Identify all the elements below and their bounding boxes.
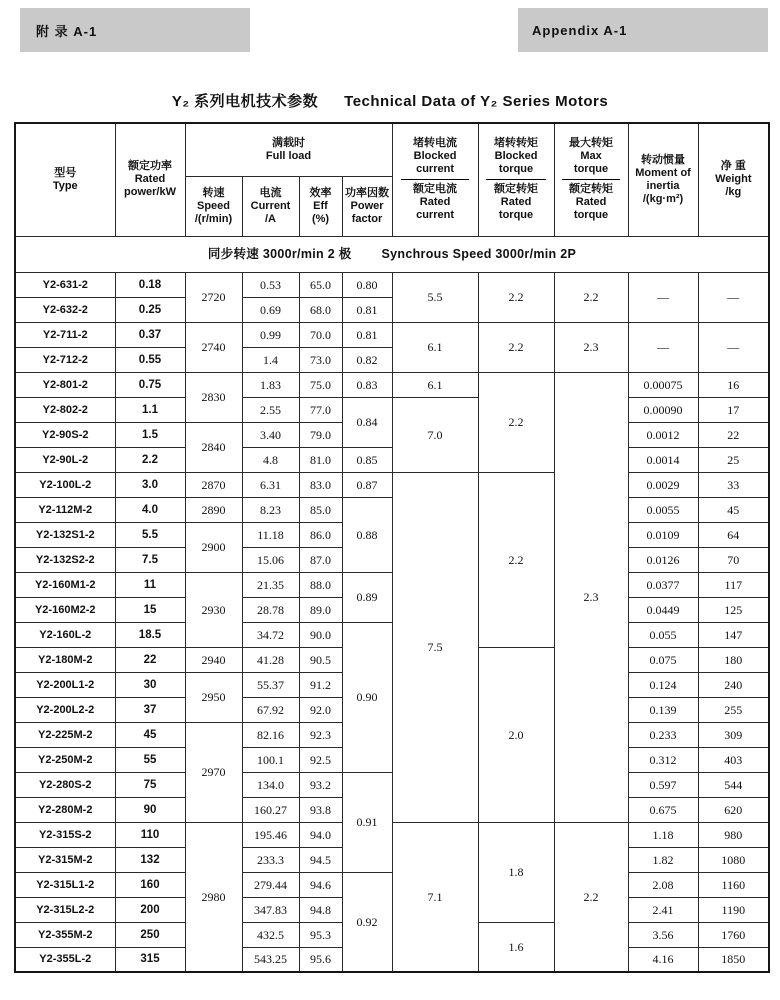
cell-weight: 64: [698, 522, 769, 547]
cell-power-factor: 0.89: [342, 572, 392, 622]
cell-weight: 980: [698, 822, 769, 847]
cell-inertia: 0.233: [628, 722, 698, 747]
cell-inertia: 0.312: [628, 747, 698, 772]
cell-rated-power: 1.5: [115, 422, 185, 447]
header-power-factor: 功率因数 Power factor: [342, 176, 392, 236]
table-row: [15, 872, 769, 897]
cell-current: 0.53: [242, 272, 299, 297]
cell-max-torque-ratio: 2.3: [554, 322, 628, 372]
cell-current: 279.44: [242, 872, 299, 897]
cell-current: 432.5: [242, 922, 299, 947]
header-efficiency: 效率 Eff (%): [299, 176, 342, 236]
header-speed: 转速 Speed /(r/min): [185, 176, 242, 236]
cell-current: 1.83: [242, 372, 299, 397]
cell-type: Y2-180M-2: [15, 647, 115, 672]
cell-speed: 2740: [185, 322, 242, 372]
cell-efficiency: 73.0: [299, 347, 342, 372]
cell-type: Y2-160M2-2: [15, 597, 115, 622]
cell-inertia: 2.41: [628, 897, 698, 922]
cell-weight: 16: [698, 372, 769, 397]
page-title-zh: Y₂ 系列电机技术参数: [171, 93, 319, 110]
cell-blocked-current-ratio: 6.1: [392, 322, 478, 372]
cell-efficiency: 94.6: [299, 872, 342, 897]
cell-type: Y2-632-2: [15, 297, 115, 322]
page-title-en: Technical Data of Y₂ Series Motors: [344, 93, 609, 110]
table-row: [15, 397, 769, 422]
section-banner-row: [15, 236, 769, 272]
cell-inertia: 1.18: [628, 822, 698, 847]
table-row: [15, 447, 769, 472]
header-rated-power: 额定功率 Rated power/kW: [115, 123, 185, 236]
cell-weight: 147: [698, 622, 769, 647]
cell-efficiency: 86.0: [299, 522, 342, 547]
cell-rated-power: 160: [115, 872, 185, 897]
cell-efficiency: 92.5: [299, 747, 342, 772]
cell-inertia: 4.16: [628, 947, 698, 972]
cell-inertia: 2.08: [628, 872, 698, 897]
cell-current: 0.69: [242, 297, 299, 322]
header-blocked-torque-ratio: 堵转转矩 Blocked torque 额定转矩 Rated torque: [478, 123, 554, 236]
cell-current: 28.78: [242, 597, 299, 622]
cell-current: 3.40: [242, 422, 299, 447]
cell-weight: 45: [698, 497, 769, 522]
cell-weight: 33: [698, 472, 769, 497]
cell-weight: 17: [698, 397, 769, 422]
cell-efficiency: 79.0: [299, 422, 342, 447]
cell-rated-power: 4.0: [115, 497, 185, 522]
cell-weight: 1190: [698, 897, 769, 922]
cell-speed: 2950: [185, 672, 242, 722]
cell-rated-power: 30: [115, 672, 185, 697]
cell-weight: 1850: [698, 947, 769, 972]
cell-weight: 180: [698, 647, 769, 672]
appendix-tag-en: Appendix A-1: [518, 8, 768, 52]
cell-type: Y2-355M-2: [15, 922, 115, 947]
cell-rated-power: 18.5: [115, 622, 185, 647]
cell-current: 233.3: [242, 847, 299, 872]
cell-current: 100.1: [242, 747, 299, 772]
cell-efficiency: 94.0: [299, 822, 342, 847]
header-type: 型号 Type: [15, 123, 115, 236]
fraction-divider: [401, 179, 469, 180]
cell-weight: 117: [698, 572, 769, 597]
cell-blocked-torque-ratio: 2.0: [478, 647, 554, 822]
cell-efficiency: 83.0: [299, 472, 342, 497]
cell-weight: 240: [698, 672, 769, 697]
cell-type: Y2-711-2: [15, 322, 115, 347]
cell-rated-power: 315: [115, 947, 185, 972]
table-row: [15, 572, 769, 597]
cell-blocked-torque-ratio: 1.6: [478, 922, 554, 972]
cell-rated-power: 5.5: [115, 522, 185, 547]
cell-blocked-current-ratio: 7.0: [392, 397, 478, 472]
cell-type: Y2-160L-2: [15, 622, 115, 647]
cell-inertia: 0.0377: [628, 572, 698, 597]
cell-inertia: 3.56: [628, 922, 698, 947]
page-title: [0, 90, 780, 111]
cell-efficiency: 77.0: [299, 397, 342, 422]
cell-power-factor: 0.88: [342, 497, 392, 572]
cell-weight: 22: [698, 422, 769, 447]
cell-type: Y2-100L-2: [15, 472, 115, 497]
cell-efficiency: 95.3: [299, 922, 342, 947]
cell-speed: 2720: [185, 272, 242, 322]
cell-blocked-torque-ratio: 2.2: [478, 372, 554, 472]
cell-efficiency: 88.0: [299, 572, 342, 597]
header-max-torque-ratio: 最大转矩 Max torque 额定转矩 Rated torque: [554, 123, 628, 236]
cell-weight: —: [698, 322, 769, 372]
cell-max-torque-ratio: 2.2: [554, 822, 628, 972]
cell-type: Y2-802-2: [15, 397, 115, 422]
cell-weight: 255: [698, 697, 769, 722]
cell-rated-power: 0.55: [115, 347, 185, 372]
cell-efficiency: 95.6: [299, 947, 342, 972]
header-inertia: 转动惯量 Moment of inertia /(kg·m²): [628, 123, 698, 236]
cell-rated-power: 45: [115, 722, 185, 747]
table-row: [15, 472, 769, 497]
cell-speed: 2940: [185, 647, 242, 672]
cell-efficiency: 90.5: [299, 647, 342, 672]
cell-current: 1.4: [242, 347, 299, 372]
cell-rated-power: 22: [115, 647, 185, 672]
cell-speed: 2930: [185, 572, 242, 647]
cell-rated-power: 200: [115, 897, 185, 922]
cell-type: Y2-160M1-2: [15, 572, 115, 597]
cell-rated-power: 2.2: [115, 447, 185, 472]
table-header: [15, 123, 769, 236]
cell-efficiency: 93.2: [299, 772, 342, 797]
cell-efficiency: 68.0: [299, 297, 342, 322]
cell-type: Y2-355L-2: [15, 947, 115, 972]
fraction-divider: [486, 179, 546, 180]
cell-rated-power: 250: [115, 922, 185, 947]
cell-efficiency: 65.0: [299, 272, 342, 297]
motor-spec-table: [14, 122, 770, 973]
cell-type: Y2-315M-2: [15, 847, 115, 872]
table-row: [15, 622, 769, 647]
cell-weight: 1080: [698, 847, 769, 872]
cell-power-factor: 0.83: [342, 372, 392, 397]
cell-blocked-torque-ratio: 2.2: [478, 322, 554, 372]
cell-power-factor: 0.87: [342, 472, 392, 497]
cell-weight: 403: [698, 747, 769, 772]
cell-efficiency: 94.8: [299, 897, 342, 922]
cell-rated-power: 0.37: [115, 322, 185, 347]
cell-inertia: 0.0029: [628, 472, 698, 497]
header-weight: 净 重 Weight /kg: [698, 123, 769, 236]
cell-inertia: 0.0012: [628, 422, 698, 447]
cell-inertia: 0.00075: [628, 372, 698, 397]
cell-inertia: 0.00090: [628, 397, 698, 422]
cell-weight: 70: [698, 547, 769, 572]
cell-inertia: 0.055: [628, 622, 698, 647]
table-row: [15, 372, 769, 397]
cell-speed: 2980: [185, 822, 242, 972]
cell-blocked-current-ratio: 6.1: [392, 372, 478, 397]
cell-inertia: —: [628, 272, 698, 322]
cell-inertia: 0.139: [628, 697, 698, 722]
cell-current: 6.31: [242, 472, 299, 497]
cell-type: Y2-280M-2: [15, 797, 115, 822]
fraction-divider: [562, 179, 620, 180]
cell-power-factor: 0.82: [342, 347, 392, 372]
cell-efficiency: 75.0: [299, 372, 342, 397]
cell-type: Y2-112M-2: [15, 497, 115, 522]
cell-power-factor: 0.84: [342, 397, 392, 447]
cell-power-factor: 0.92: [342, 872, 392, 972]
cell-rated-power: 3.0: [115, 472, 185, 497]
cell-speed: 2890: [185, 497, 242, 522]
table-row: [15, 272, 769, 297]
cell-current: 82.16: [242, 722, 299, 747]
cell-speed: 2870: [185, 472, 242, 497]
cell-inertia: 0.675: [628, 797, 698, 822]
cell-efficiency: 87.0: [299, 547, 342, 572]
cell-blocked-torque-ratio: 2.2: [478, 272, 554, 322]
cell-efficiency: 92.0: [299, 697, 342, 722]
cell-type: Y2-315S-2: [15, 822, 115, 847]
cell-rated-power: 7.5: [115, 547, 185, 572]
cell-efficiency: 81.0: [299, 447, 342, 472]
cell-inertia: 0.124: [628, 672, 698, 697]
header-full-load-group: 满载时 Full load: [185, 123, 392, 176]
cell-rated-power: 37: [115, 697, 185, 722]
cell-rated-power: 15: [115, 597, 185, 622]
cell-current: 41.28: [242, 647, 299, 672]
cell-type: Y2-200L1-2: [15, 672, 115, 697]
cell-speed: 2840: [185, 422, 242, 472]
cell-current: 15.06: [242, 547, 299, 572]
cell-inertia: 0.0126: [628, 547, 698, 572]
cell-rated-power: 0.25: [115, 297, 185, 322]
header-current: 电流 Current /A: [242, 176, 299, 236]
table-row: [15, 322, 769, 347]
cell-current: 2.55: [242, 397, 299, 422]
cell-power-factor: 0.90: [342, 622, 392, 772]
cell-blocked-current-ratio: 7.5: [392, 472, 478, 822]
table-row: [15, 497, 769, 522]
cell-rated-power: 1.1: [115, 397, 185, 422]
cell-inertia: 0.597: [628, 772, 698, 797]
cell-current: 0.99: [242, 322, 299, 347]
banner-zh: 同步转速 3000r/min 2 极: [207, 247, 352, 261]
cell-weight: 1160: [698, 872, 769, 897]
cell-rated-power: 0.18: [115, 272, 185, 297]
cell-efficiency: 92.3: [299, 722, 342, 747]
cell-type: Y2-631-2: [15, 272, 115, 297]
table-row: [15, 772, 769, 797]
cell-current: 160.27: [242, 797, 299, 822]
cell-current: 11.18: [242, 522, 299, 547]
cell-current: 21.35: [242, 572, 299, 597]
cell-efficiency: 94.5: [299, 847, 342, 872]
cell-type: Y2-315L2-2: [15, 897, 115, 922]
section-banner: [15, 236, 769, 272]
cell-current: 67.92: [242, 697, 299, 722]
banner-en: Synchrous Speed 3000r/min 2P: [381, 247, 577, 261]
cell-blocked-current-ratio: 5.5: [392, 272, 478, 322]
cell-inertia: 0.075: [628, 647, 698, 672]
cell-weight: —: [698, 272, 769, 322]
cell-weight: 620: [698, 797, 769, 822]
cell-weight: 1760: [698, 922, 769, 947]
cell-current: 34.72: [242, 622, 299, 647]
cell-rated-power: 55: [115, 747, 185, 772]
cell-inertia: —: [628, 322, 698, 372]
cell-current: 134.0: [242, 772, 299, 797]
cell-type: Y2-225M-2: [15, 722, 115, 747]
cell-type: Y2-315L1-2: [15, 872, 115, 897]
cell-type: Y2-132S1-2: [15, 522, 115, 547]
cell-inertia: 0.0055: [628, 497, 698, 522]
cell-power-factor: 0.81: [342, 322, 392, 347]
cell-efficiency: 93.8: [299, 797, 342, 822]
table-body: [15, 236, 769, 972]
cell-efficiency: 90.0: [299, 622, 342, 647]
header-blocked-current-ratio: 堵转电流 Blocked current 额定电流 Rated current: [392, 123, 478, 236]
cell-current: 55.37: [242, 672, 299, 697]
cell-type: Y2-200L2-2: [15, 697, 115, 722]
cell-type: Y2-90L-2: [15, 447, 115, 472]
cell-speed: 2830: [185, 372, 242, 422]
cell-efficiency: 70.0: [299, 322, 342, 347]
cell-speed: 2970: [185, 722, 242, 822]
cell-type: Y2-250M-2: [15, 747, 115, 772]
cell-speed: 2900: [185, 522, 242, 572]
cell-rated-power: 132: [115, 847, 185, 872]
cell-inertia: 0.0014: [628, 447, 698, 472]
cell-inertia: 0.0449: [628, 597, 698, 622]
cell-rated-power: 11: [115, 572, 185, 597]
cell-efficiency: 91.2: [299, 672, 342, 697]
cell-type: Y2-801-2: [15, 372, 115, 397]
cell-weight: 544: [698, 772, 769, 797]
cell-blocked-torque-ratio: 1.8: [478, 822, 554, 922]
cell-type: Y2-280S-2: [15, 772, 115, 797]
cell-rated-power: 75: [115, 772, 185, 797]
cell-blocked-torque-ratio: 2.2: [478, 472, 554, 647]
cell-type: Y2-712-2: [15, 347, 115, 372]
cell-type: Y2-132S2-2: [15, 547, 115, 572]
cell-inertia: 1.82: [628, 847, 698, 872]
cell-rated-power: 110: [115, 822, 185, 847]
cell-rated-power: 0.75: [115, 372, 185, 397]
cell-weight: 125: [698, 597, 769, 622]
cell-power-factor: 0.85: [342, 447, 392, 472]
cell-rated-power: 90: [115, 797, 185, 822]
appendix-tag-zh: 附 录 A-1: [20, 8, 250, 52]
cell-weight: 25: [698, 447, 769, 472]
cell-efficiency: 85.0: [299, 497, 342, 522]
cell-current: 195.46: [242, 822, 299, 847]
cell-type: Y2-90S-2: [15, 422, 115, 447]
cell-current: 347.83: [242, 897, 299, 922]
cell-inertia: 0.0109: [628, 522, 698, 547]
cell-blocked-current-ratio: 7.1: [392, 822, 478, 972]
cell-power-factor: 0.81: [342, 297, 392, 322]
cell-max-torque-ratio: 2.3: [554, 372, 628, 822]
cell-current: 4.8: [242, 447, 299, 472]
cell-max-torque-ratio: 2.2: [554, 272, 628, 322]
cell-current: 8.23: [242, 497, 299, 522]
cell-power-factor: 0.91: [342, 772, 392, 872]
cell-power-factor: 0.80: [342, 272, 392, 297]
table-row: [15, 822, 769, 847]
cell-weight: 309: [698, 722, 769, 747]
cell-efficiency: 89.0: [299, 597, 342, 622]
cell-current: 543.25: [242, 947, 299, 972]
